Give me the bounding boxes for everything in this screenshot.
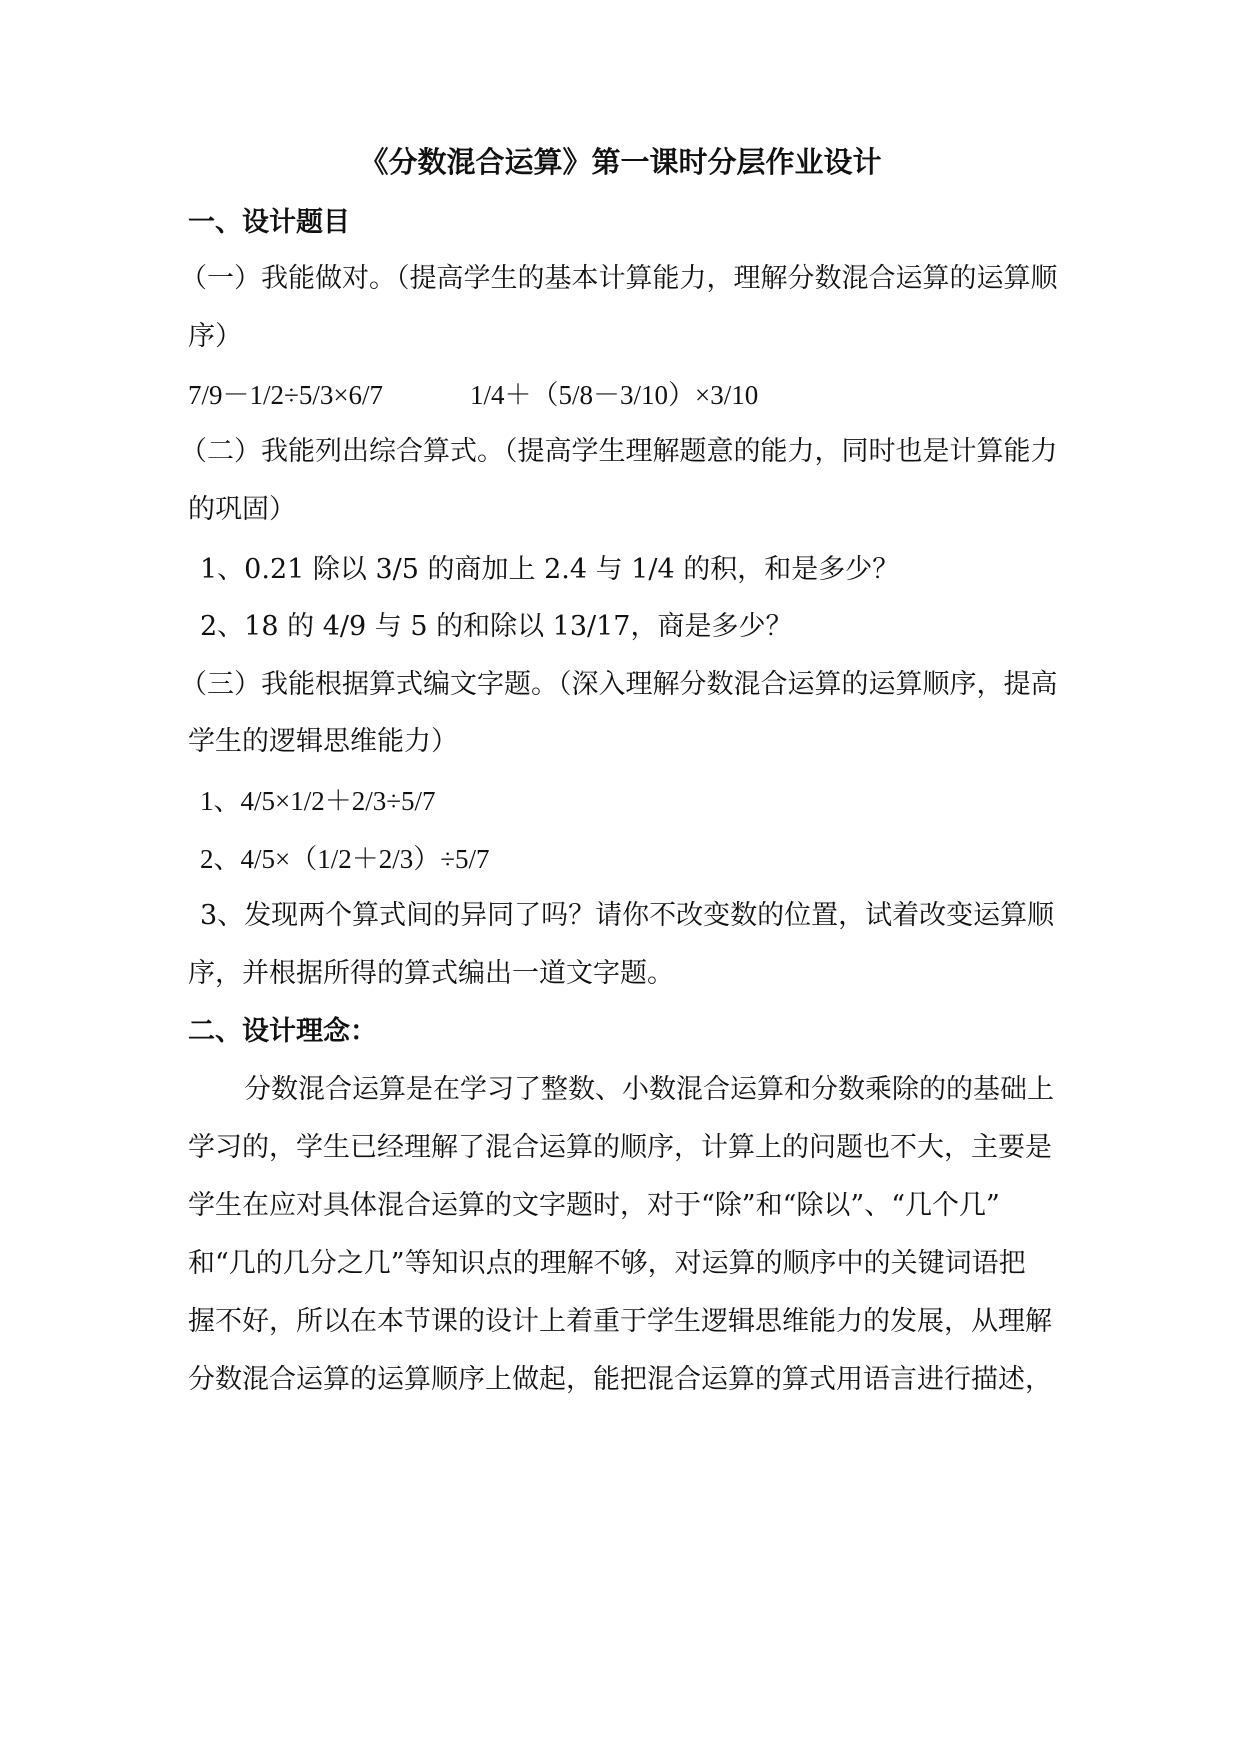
- q3-intro-line2: 学生的逻辑思维能力）: [188, 726, 458, 757]
- q1-expression-1: 7/9－1/2÷5/3×6/7: [188, 380, 384, 410]
- q2-intro-line1: （二）我能列出综合算式。（提高学生理解题意的能力，同时也是计算能力: [180, 436, 1058, 467]
- q3-item-2: 2、4/5×（1/2＋2/3）÷5/7: [200, 844, 490, 874]
- concept-paragraph-line6: 分数混合运算的运算顺序上做起，能把混合运算的算式用语言进行描述，: [188, 1364, 1052, 1395]
- q2-intro-line2: 的巩固）: [188, 494, 296, 525]
- q3-item-3-line2: 序，并根据所得的算式编出一道文字题。: [188, 958, 674, 989]
- q2-item-2: 2、18 的 4/9 与 5 的和除以 13/17，商是多少？: [200, 611, 793, 642]
- concept-paragraph-line2: 学习的，学生已经理解了混合运算的顺序，计算上的问题也不大，主要是: [188, 1132, 1052, 1163]
- document-title: 《分数混合运算》第一课时分层作业设计: [359, 145, 882, 179]
- section-heading-design-questions: 一、设计题目: [188, 207, 350, 238]
- q1-expression-2: 1/4＋（5/8－3/10）×3/10: [470, 380, 759, 410]
- q3-item-3-line1: 3、发现两个算式间的异同了吗？请你不改变数的位置，试着改变运算顺: [200, 900, 1055, 931]
- concept-paragraph-line5: 握不好，所以在本节课的设计上着重于学生逻辑思维能力的发展，从理解: [188, 1306, 1052, 1337]
- section-heading-design-concept: 二、设计理念：: [188, 1016, 377, 1047]
- q1-intro-line2: 序）: [188, 321, 242, 352]
- q2-item-1: 1、0.21 除以 3/5 的商加上 2.4 与 1/4 的积，和是多少？: [200, 554, 900, 585]
- concept-paragraph-line3: 学生在应对具体混合运算的文字题时，对于“除”和“除以”、“几个几”: [188, 1190, 1000, 1221]
- q3-intro-line1: （三）我能根据算式编文字题。（深入理解分数混合运算的运算顺序，提高: [180, 669, 1058, 700]
- q1-intro-line1: （一）我能做对。（提高学生的基本计算能力，理解分数混合运算的运算顺: [180, 263, 1058, 294]
- q3-item-1: 1、4/5×1/2＋2/3÷5/7: [200, 786, 436, 816]
- concept-paragraph-line4: 和“几的几分之几”等知识点的理解不够，对运算的顺序中的关键词语把: [188, 1248, 1026, 1279]
- concept-paragraph-line1: 分数混合运算是在学习了整数、小数混合运算和分数乘除的的基础上: [244, 1074, 1054, 1105]
